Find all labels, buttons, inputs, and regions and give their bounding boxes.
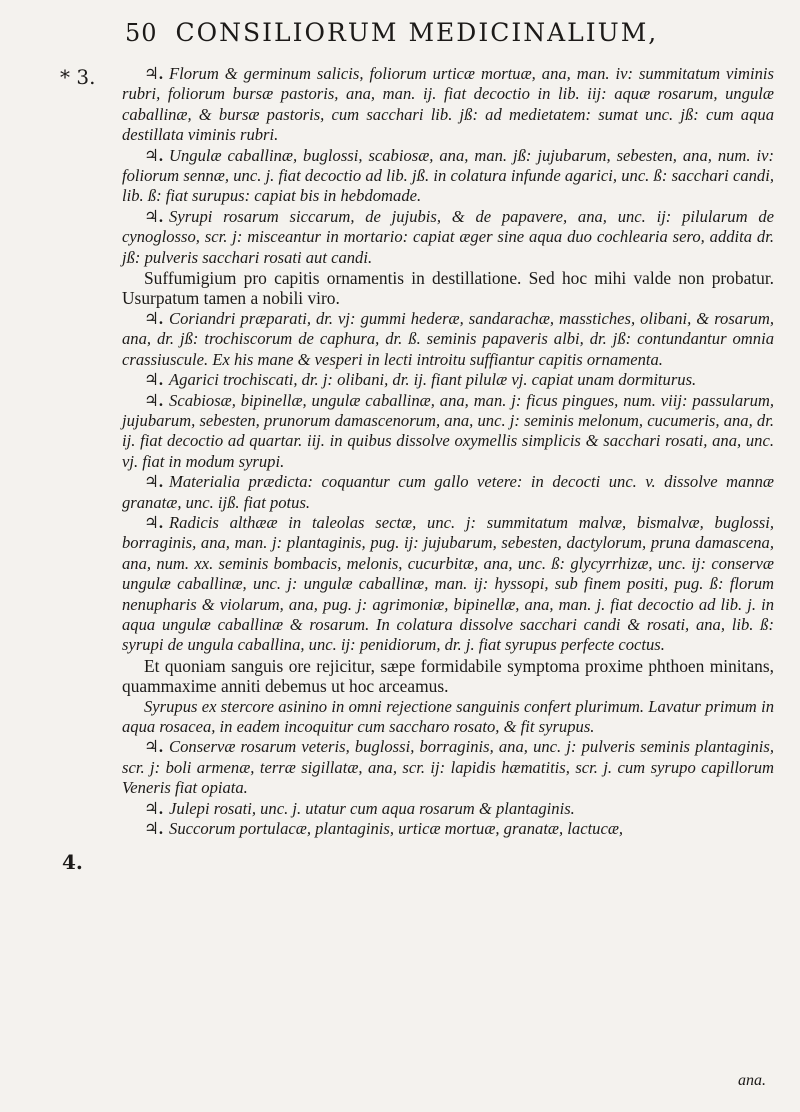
recipe-symbol: ♃.	[144, 308, 164, 328]
margin-note-bottom: 4.	[62, 850, 83, 874]
paragraph	[122, 391, 774, 473]
paragraph	[122, 799, 774, 819]
paragraph	[122, 268, 774, 309]
paragraph	[122, 819, 774, 839]
recipe-symbol: ♃.	[144, 145, 164, 165]
paragraph-text: Materialia prædicta: coquantur cum gallo vetere: in decocti unc. v. dissolve mannæ granatæ, unc. ijß. fiat potus.	[122, 472, 774, 512]
paragraph-text: Julepi rosati, unc. j. utatur cum aqua rosarum & plantaginis.	[169, 798, 575, 818]
paragraph-text: Florum & germinum salicis, foliorum urticæ mortuæ, ana, man. iv: summitatum viminis rubri, foliorum bursæ pastoris, ana, man. ij. fiat decoctio in lib. iij: aquæ rosarum, ungulæ caballinæ, & bursæ pastoris, cum sacchari lib. jß: ad medietatem: sumat unc. jß: cum aqua destillata viminis rubri.	[122, 64, 774, 145]
recipe-symbol: ♃.	[144, 64, 164, 83]
paragraph-text: Ungulæ caballinæ, buglossi, scabiosæ, ana, man. jß: jujubarum, sebesten, ana, num. iv: foliorum sennæ, unc. j. fiat decoctio ad lib. jß. in colatura infunde agarici, unc. ß: sacchari candi, lib. ß: fiat surupus: capiat bis in hebdomade.	[122, 145, 774, 206]
page-body-text	[122, 64, 774, 839]
paragraph	[122, 309, 774, 370]
paragraph-text: Agarici trochiscati, dr. j: olibani, dr. ij. fiant pilulæ vj. capiat unam dormiturus.	[169, 370, 697, 390]
running-title: CONSILIORUM MEDICINALIUM,	[175, 18, 659, 47]
recipe-symbol: ♃.	[144, 798, 164, 818]
paragraph	[122, 656, 774, 697]
paragraph	[122, 737, 774, 798]
paragraph-text: Suffumigium pro capitis ornamentis in destillatione. Sed hoc mihi valde non probatur. Usurpatum tamen a nobili viro.	[122, 268, 774, 309]
page-header	[125, 18, 725, 58]
paragraph	[122, 207, 774, 268]
paragraph-text: Scabiosæ, bipinellæ, ungulæ caballinæ, ana, man. j: ficus pingues, num. viij: passularum, jujubarum, sebesten, prunorum damascenorum, ana, unc. j: seminis melonum, cucumeris, ana, dr. ij. fiat decoctio ad quartar. iij. in quibus dissolve oxymellis simplicis & sacchari rosati, ana, unc. vj. fiat in modum syrupi.	[122, 390, 774, 471]
margin-note-top: * 3.	[60, 65, 96, 89]
paragraph-text: Syrupus ex stercore asinino in omni rejectione sanguinis confert plurimum. Lavatur primum in aqua rosacea, in eadem incoquitur cum saccharo rosato, & fit syrupus.	[122, 696, 774, 736]
recipe-symbol: ♃.	[144, 737, 164, 757]
page-number: 50	[125, 19, 158, 47]
paragraph	[122, 513, 774, 656]
recipe-symbol: ♃.	[144, 472, 164, 492]
paragraph	[122, 370, 774, 390]
paragraph-text: Conservæ rosarum veteris, buglossi, borraginis, ana, unc. j: pulveris seminis plantaginis, scr. j: boli armenæ, terræ sigillatæ, ana, scr. ij: lapidis hæmatitis, scr. j. cum syrupo capillorum Veneris fiat opiata.	[122, 737, 774, 798]
paragraph	[122, 472, 774, 513]
paragraph-text: Et quoniam sanguis ore rejicitur, sæpe formidabile symptoma proxime phthoen minitans, quammaxime anniti debemus ut hoc arceamus.	[122, 655, 774, 697]
recipe-symbol: ♃.	[144, 370, 164, 390]
recipe-symbol: ♃.	[144, 390, 164, 410]
recipe-symbol: ♃.	[144, 512, 164, 532]
recipe-symbol: ♃.	[144, 819, 164, 839]
recipe-symbol: ♃.	[144, 206, 164, 226]
paragraph-text: Coriandri præparati, dr. vj: gummi hederæ, sandarachæ, masstiches, olibani, & rosarum, ana, dr. jß: trochiscorum de caphura, dr. ß. seminis papaveris albi, dr. jß: contundantur omnia crassiuscule. Ex his mane & vesperi in lecti introitu suffiantur capitis ornamenta.	[122, 308, 774, 369]
paragraph-text: Syrupi rosarum siccarum, de jujubis, & de papavere, ana, unc. ij: pilularum de cynoglosso, scr. j: misceantur in mortario: capiat æger sine aqua duo cochlearia sero, addita dr. jß: pulveris sacchari rosati aut candi.	[122, 206, 774, 267]
paragraph	[122, 697, 774, 738]
paragraph-text: Radicis althææ in taleolas sectæ, unc. j: summitatum malvæ, bismalvæ, buglossi, borraginis, ana, man. j: plantaginis, pug. ij: jujubarum, sebesten, dactylorum, pruna damascena, ana, num. xx. seminis bombacis, melonis, cucurbitæ, ana, unc. ß: glycyrrhizæ, unc. ij: conservæ ungulæ caballinæ, unc. j: ungulæ caballinæ, man. ij: hyssopi, sub finem positi, pug. ß: florum nenupharis & violarum, ana, pug. j: agrimoniæ, bipinellæ, ana, man. j. fiat decoctio ad lib. j. in aqua ungulæ caballinæ & rosarum. In colatura dissolve sacchari candi & rosati, ana, lib. ß: syrupi de ungula caballina, unc. ij: penidiorum, dr. j. fiat syrupus perfecte coctus.	[122, 512, 774, 655]
paragraph	[122, 146, 774, 207]
paragraph-text: Succorum portulacæ, plantaginis, urticæ mortuæ, granatæ, lactucæ,	[169, 819, 624, 839]
paragraph	[122, 64, 774, 146]
catchword: ana.	[738, 1072, 766, 1089]
